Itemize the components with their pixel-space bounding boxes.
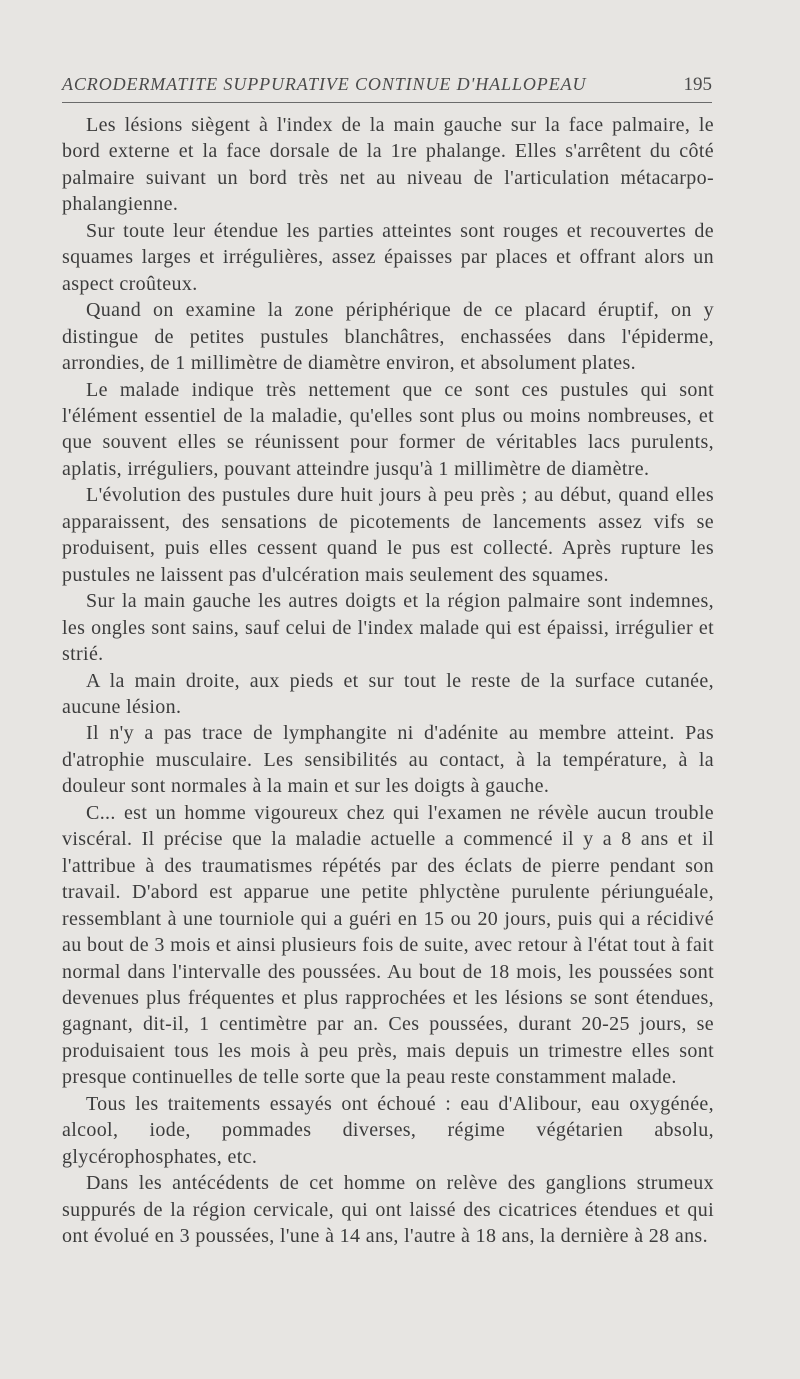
page-number: 195 <box>683 74 712 95</box>
paragraph: A la main droite, aux pieds et sur tout le reste de la surface cutanée, aucune lésion. <box>62 669 714 718</box>
paragraph: Le malade indique très nettement que ce sont ces pustules qui sont l'élément essentiel de la maladie, qu'elles sont plus ou moins nombreuses, et que souvent elles se réunissent pour former de véritables lacs purulents, aplatis, irréguliers, pouvant atteindre jusqu'à 1 millimètre de diamètre. <box>62 378 714 480</box>
paragraph: Sur toute leur étendue les parties atteintes sont rouges et recouvertes de squames larges et irrégulières, assez épaisses par places et offrant alors un aspect croûteux. <box>62 219 714 295</box>
paragraph: Il n'y a pas trace de lymphangite ni d'adénite au membre atteint. Pas d'atrophie musculaire. Les sensibilités au contact, à la température, à la douleur sont normales à la main et sur les doigts à gauche. <box>62 722 714 798</box>
body-text <box>62 112 714 1249</box>
paragraph: Les lésions siègent à l'index de la main gauche sur la face palmaire, le bord externe et la face dorsale de la 1re phalange. Elles s'arrêtent du côté palmaire suivant un bord très net au niveau de l'articulation métacarpo-phalangienne. <box>62 114 714 216</box>
paragraph: L'évolution des pustules dure huit jours à peu près ; au début, quand elles apparaissent, des sensations de picotements de lancements assez vifs se produisent, puis elles cessent quand le pus est collecté. Après rupture les pustules ne laissent pas d'ulcération mais seulement des squames. <box>62 484 714 586</box>
running-header <box>62 74 712 103</box>
paragraph: C... est un homme vigoureux chez qui l'examen ne révèle aucun trouble viscéral. Il précise que la maladie actuelle a commencé il y a 8 ans et il l'attribue à des traumatismes répétés par des éclats de pierre pendant son travail. D'abord est apparue une petite phlyctène purulente périunguéale, ressemblant à une tourniole qui a guéri en 15 ou 20 jours, puis qui a récidivé au bout de 3 mois et ainsi plusieurs fois de suite, avec retour à l'état tout à fait normal dans l'intervalle des poussées. Au bout de 18 mois, les poussées sont devenues plus fréquentes et plus rapprochées et les lésions se sont étendues, gagnant, dit-il, 1 centimètre par an. Ces poussées, durant 20-25 jours, se produisaient tous les mois à peu près, mais depuis un trimestre elles sont presque continuelles de telle sorte que la peau reste constamment malade. <box>62 801 714 1089</box>
paragraph: Dans les antécédents de cet homme on relève des ganglions strumeux suppurés de la région cervicale, qui ont laissé des cicatrices étendues et qui ont évolué en 3 poussées, l'une à 14 ans, l'autre à 18 ans, la dernière à 28 ans. <box>62 1172 714 1248</box>
paragraph: Quand on examine la zone périphérique de ce placard éruptif, on y distingue de petites pustules blanchâtres, enchassées dans l'épiderme, arrondies, de 1 millimètre de diamètre environ, et absolument plates. <box>62 299 714 375</box>
paragraph: Sur la main gauche les autres doigts et la région palmaire sont indemnes, les ongles sont sains, sauf celui de l'index malade qui est épaissi, irrégulier et strié. <box>62 590 714 666</box>
running-title: ACRODERMATITE SUPPURATIVE CONTINUE D'HALLOPEAU <box>62 74 587 94</box>
paragraph: Tous les traitements essayés ont échoué : eau d'Alibour, eau oxygénée, alcool, iode, pommades diverses, régime végétarien absolu, glycérophosphates, etc. <box>62 1092 714 1168</box>
